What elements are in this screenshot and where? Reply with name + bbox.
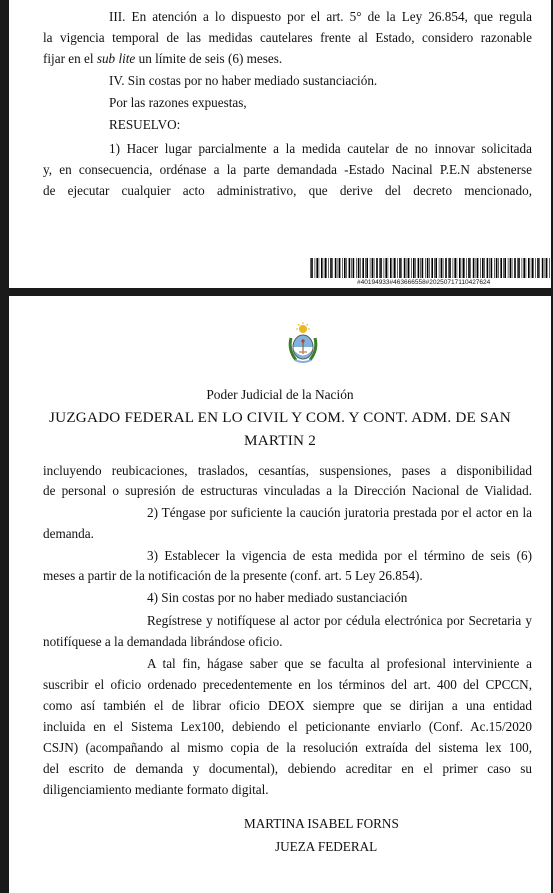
paragraph-line: demanda.	[43, 526, 94, 541]
paragraph-line: 1) Hacer lugar parcialmente a la medida cautelar de no innovar solicitada	[109, 141, 532, 156]
paragraph-line: meses a partir de la notificación de la presente (conf. art. 5 Ley 26.854).	[43, 568, 423, 583]
paragraph-line: de ejecutar cualquier acto administrativo, que derive del decreto mencionado,	[43, 183, 532, 198]
paragraph-line: III. En atención a lo dispuesto por el art. 5° de la Ley 26.854, que regula	[109, 9, 532, 24]
paragraph-line: del escrito de demanda y documental), debiendo acreditar en el primer caso su	[43, 761, 532, 776]
court-name-line2: MARTIN 2	[244, 432, 316, 449]
paragraph-line: incluyendo reubicaciones, traslados, cesantías, suspensiones, pases a disponibilidad	[43, 463, 532, 478]
paragraph-line: IV. Sin costas por no haber mediado sustanciación.	[109, 73, 378, 88]
paragraph-line: como así también el de librar oficio DEOX siempre que se dirijan a una entidad	[43, 698, 532, 713]
latin-term: sub lite	[96, 51, 136, 66]
text-span: fijar en el	[43, 51, 94, 66]
paragraph-line: Regístrese y notifíquese al actor por cédula electrónica por Secretaria y	[147, 613, 532, 628]
national-coat-of-arms-icon	[286, 322, 320, 366]
document-page-2	[9, 296, 551, 893]
paragraph-line: 4) Sin costas por no haber mediado sustanciación	[147, 590, 408, 605]
paragraph-line: diligenciamiento mediante formato digital.	[43, 782, 269, 797]
paragraph-line: la vigencia temporal de las medidas cautelares frente al Estado, considero razonable	[43, 30, 532, 45]
paragraph-line	[43, 48, 282, 69]
document-page-1	[9, 0, 551, 288]
signer-title: JUEZA FEDERAL	[275, 839, 378, 854]
court-name-line1: JUZGADO FEDERAL EN LO CIVIL Y COM. Y CONT. ADM. DE SAN	[49, 409, 511, 426]
text-span: un límite de seis (6) meses.	[138, 51, 283, 66]
paragraph-line: 3) Establecer la vigencia de esta medida por el término de seis (6)	[147, 548, 532, 563]
paragraph-line: incluida en el Sistema Lex100, debiendo el peticionante enviarlo (Conf. Ac.15/2020	[43, 719, 532, 734]
paragraph-line: de personal o supresión de estructuras vinculadas a la Dirección Nacional de Vialidad.	[43, 483, 532, 498]
paragraph-line: CSJN) (acompañando al mismo copia de la resolución extraída del sistema lex 100,	[43, 740, 532, 755]
barcode-number: #40194933#463666558#20250717110427624	[357, 279, 491, 286]
paragraph-line: y, en consecuencia, ordénase a la parte demandada -Estado Nacinal P.E.N abstenerse	[43, 162, 532, 177]
paragraph-line: A tal fin, hágase saber que se faculta al profesional interviniente a	[147, 656, 532, 671]
barcode	[310, 258, 550, 278]
resolution-heading: RESUELVO:	[109, 117, 181, 132]
signer-name: MARTINA ISABEL FORNS	[244, 816, 399, 831]
paragraph-line: notifíquese a la demandada librándose oficio.	[43, 634, 283, 649]
paragraph-line: Por las razones expuestas,	[109, 95, 247, 110]
paragraph-line: suscribir el oficio ordenado precedentemente en los términos del art. 400 del CPCCN,	[43, 677, 532, 692]
paragraph-line: 2) Téngase por suficiente la caución juratoria prestada por el actor en la	[147, 505, 532, 520]
institution-name: Poder Judicial de la Nación	[206, 387, 354, 402]
